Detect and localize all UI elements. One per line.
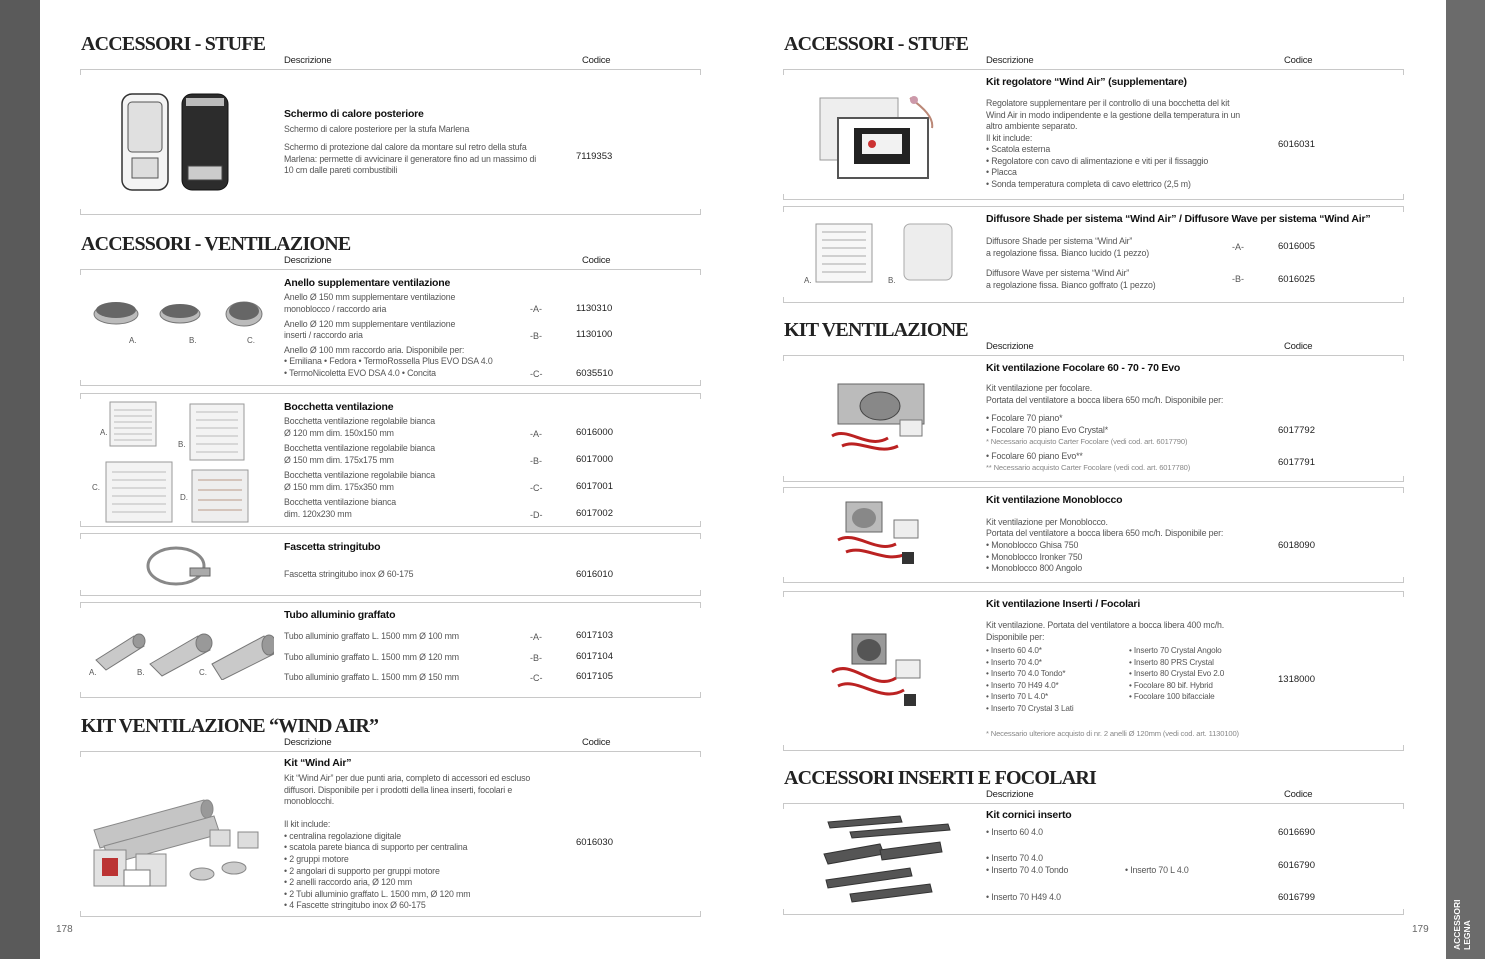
aluminium-pipe-images bbox=[94, 630, 274, 680]
variant-desc: Diffusore Wave per sistema “Wind Air” bbox=[986, 268, 1130, 278]
product-code: 6016690 bbox=[1278, 827, 1315, 838]
variant-desc: a regolazione fissa. Bianco goffrato (1 pezzo) bbox=[986, 280, 1156, 290]
product-code: 6016010 bbox=[576, 569, 613, 580]
variant-label: -C- bbox=[530, 369, 543, 379]
variant-letter: A. bbox=[129, 336, 137, 345]
kit-item: • Inserto 70 H49 4.0* bbox=[986, 681, 1059, 690]
product-code: 6017000 bbox=[576, 454, 613, 465]
variant-label: -B- bbox=[530, 653, 542, 663]
section-title-windair: KIT VENTILAZIONE “WIND AIR” bbox=[81, 715, 379, 737]
kit-item: • Inserto 70 4.0* bbox=[986, 658, 1042, 667]
variant-desc: Tubo alluminio graffato L. 1500 mm Ø 100 mm bbox=[284, 631, 459, 641]
hose-clamp-image bbox=[140, 540, 215, 590]
page-number-left: 178 bbox=[56, 924, 73, 935]
variant-desc: • Inserto 70 4.0 Tondo bbox=[986, 865, 1069, 875]
col-header-descrizione: Descrizione bbox=[986, 341, 1034, 352]
product-desc-line: monoblocchi. bbox=[284, 796, 335, 806]
focolare-kit-image bbox=[828, 376, 932, 456]
variant-desc: • Inserto 60 4.0 bbox=[986, 827, 1043, 837]
product-code: 6016000 bbox=[576, 427, 613, 438]
kit-item: • Focolare 100 bifacciale bbox=[1129, 692, 1215, 701]
section-title-ventilazione: ACCESSORI - VENTILAZIONE bbox=[81, 233, 351, 255]
variant-label: -B- bbox=[1232, 274, 1244, 284]
product-desc-line: Kit ventilazione per focolare. bbox=[986, 383, 1093, 393]
col-header-descrizione: Descrizione bbox=[284, 255, 332, 266]
col-header-codice: Codice bbox=[582, 255, 611, 266]
variant-letter: C. bbox=[247, 336, 255, 345]
product-code: 1318000 bbox=[1278, 674, 1315, 685]
product-code: 6035510 bbox=[576, 368, 613, 379]
wind-air-regulator-image bbox=[814, 88, 954, 188]
side-tab bbox=[1446, 0, 1485, 959]
section-title-kit-ventilazione: KIT VENTILAZIONE bbox=[784, 319, 968, 341]
product-desc-line: Marlena: permette di avvicinare il generatore fino ad un massimo di bbox=[284, 154, 537, 164]
kit-item: • Inserto 80 Crystal Evo 2.0 bbox=[1129, 669, 1225, 678]
variant-letter: A. bbox=[89, 668, 97, 677]
product-title: Schermo di calore posteriore bbox=[284, 108, 424, 120]
variant-letter: B. bbox=[888, 276, 896, 285]
product-code: 1130100 bbox=[576, 329, 613, 340]
product-title: Kit regolatore “Wind Air” (supplementare) bbox=[986, 76, 1187, 88]
variant-desc: Ø 150 mm dim. 175x175 mm bbox=[284, 455, 394, 465]
variant-label: -D- bbox=[530, 510, 543, 520]
variant-desc: Anello Ø 100 mm raccordo aria. Disponibile per: bbox=[284, 345, 465, 355]
product-code: 6016005 bbox=[1278, 241, 1315, 252]
product-code: 6016030 bbox=[576, 837, 613, 848]
product-code: 6017001 bbox=[576, 481, 613, 492]
variant-desc: Ø 150 mm dim. 175x350 mm bbox=[284, 482, 394, 492]
product-desc-line: 10 cm dalle pareti combustibili bbox=[284, 165, 398, 175]
product-code: 6017792 bbox=[1278, 425, 1315, 436]
variant-desc: • Inserto 70 H49 4.0 bbox=[986, 892, 1061, 902]
variant-letter: C. bbox=[199, 668, 207, 677]
variant-label: -A- bbox=[530, 632, 542, 642]
vent-grille-images bbox=[104, 400, 254, 528]
kit-item: • Focolare 80 bif. Hybrid bbox=[1129, 681, 1213, 690]
variant-desc: Ø 120 mm dim. 150x150 mm bbox=[284, 428, 394, 438]
variant-desc: Diffusore Shade per sistema “Wind Air” bbox=[986, 236, 1133, 246]
kit-item: • Focolare 70 piano Evo Crystal* bbox=[986, 425, 1108, 435]
variant-desc: • TermoNicoletta EVO DSA 4.0 • Concita bbox=[284, 368, 436, 378]
product-title: Kit cornici inserto bbox=[986, 809, 1072, 821]
col-header-descrizione: Descrizione bbox=[986, 55, 1034, 66]
product-desc-line: Il kit include: bbox=[284, 819, 331, 829]
footnote: * Necessario ulteriore acquisto di nr. 2 anelli Ø 120mm (vedi cod. art. 1130100) bbox=[986, 729, 1239, 738]
product-desc-line: diffusori. Disponibile per i prodotti della linea inserti, focolari e bbox=[284, 785, 513, 795]
product-desc-line: Wind Air in modo indipendente e la gestione della temperatura in un bbox=[986, 110, 1241, 120]
kit-item: • Placca bbox=[986, 167, 1017, 177]
kit-item: • Focolare 60 piano Evo** bbox=[986, 451, 1083, 461]
product-code: 6016799 bbox=[1278, 892, 1315, 903]
product-desc-line: Schermo di protezione dal calore da montare sul retro della stufa bbox=[284, 142, 527, 152]
variant-desc: Anello Ø 150 mm supplementare ventilazione bbox=[284, 292, 456, 302]
footnote: * Necessario acquisto Carter Focolare (vedi cod. art. 6017790) bbox=[986, 437, 1188, 446]
inserti-kit-image bbox=[830, 628, 930, 710]
col-header-codice: Codice bbox=[582, 737, 611, 748]
variant-desc: Bocchetta ventilazione regolabile bianca bbox=[284, 470, 435, 480]
product-title: Kit “Wind Air” bbox=[284, 757, 352, 769]
variant-desc: Tubo alluminio graffato L. 1500 mm Ø 150 mm bbox=[284, 672, 459, 682]
kit-item: • 2 anelli raccordo aria, Ø 120 mm bbox=[284, 877, 413, 887]
product-desc-line: Fascetta stringitubo inox Ø 60-175 bbox=[284, 569, 414, 579]
insert-frame-strips-image bbox=[820, 814, 955, 906]
col-header-codice: Codice bbox=[1284, 789, 1313, 800]
variant-desc: monoblocco / raccordo aria bbox=[284, 304, 387, 314]
product-code: 6017791 bbox=[1278, 457, 1315, 468]
ring-images bbox=[88, 292, 273, 334]
kit-item: • Regolatore con cavo di alimentazione e viti per il fissaggio bbox=[986, 156, 1209, 166]
variant-letter: B. bbox=[189, 336, 197, 345]
col-header-descrizione: Descrizione bbox=[284, 55, 332, 66]
variant-letter: A. bbox=[804, 276, 812, 285]
variant-desc: Bocchetta ventilazione bianca bbox=[284, 497, 397, 507]
product-title: Diffusore Shade per sistema “Wind Air” / Diffusore Wave per sistema “Wind Air” bbox=[986, 213, 1371, 225]
footnote: ** Necessario acquisto Carter Focolare (vedi cod. art. 6017780) bbox=[986, 463, 1191, 472]
kit-item: • Inserto 60 4.0* bbox=[986, 646, 1042, 655]
variant-desc: a regolazione fissa. Bianco lucido (1 pezzo) bbox=[986, 248, 1150, 258]
variant-label: -A- bbox=[530, 429, 542, 439]
col-header-codice: Codice bbox=[1284, 55, 1313, 66]
variant-label: -A- bbox=[530, 304, 542, 314]
variant-label: -B- bbox=[530, 456, 542, 466]
kit-item: • 2 gruppi motore bbox=[284, 854, 349, 864]
diffuser-images bbox=[800, 218, 960, 290]
variant-letter: D. bbox=[180, 493, 188, 502]
kit-item: • Scatola esterna bbox=[986, 144, 1051, 154]
kit-item: • Focolare 70 piano* bbox=[986, 413, 1063, 423]
variant-label: -A- bbox=[1232, 242, 1244, 252]
product-title: Kit ventilazione Focolare 60 - 70 - 70 Evo bbox=[986, 362, 1181, 374]
product-subtitle: Schermo di calore posteriore per la stufa Marlena bbox=[284, 124, 470, 134]
section-title-stufe-right: ACCESSORI - STUFE bbox=[784, 33, 969, 55]
variant-label: -C- bbox=[530, 673, 543, 683]
product-code: 6016031 bbox=[1278, 139, 1315, 150]
product-desc-line: Il kit include: bbox=[986, 133, 1033, 143]
variant-letter: B. bbox=[178, 440, 186, 449]
variant-desc: inserti / raccordo aria bbox=[284, 330, 363, 340]
product-desc-line: Kit “Wind Air” per due punti aria, completo di accessori ed escluso bbox=[284, 773, 531, 783]
product-code: 6017002 bbox=[576, 508, 613, 519]
product-code: 1130310 bbox=[576, 303, 613, 314]
col-header-descrizione: Descrizione bbox=[284, 737, 332, 748]
product-title: Anello supplementare ventilazione bbox=[284, 277, 451, 289]
stove-heat-shield-image bbox=[114, 88, 234, 198]
kit-item: • centralina regolazione digitale bbox=[284, 831, 401, 841]
kit-item: • scatola parete bianca di supporto per centralina bbox=[284, 842, 468, 852]
product-title: Kit ventilazione Inserti / Focolari bbox=[986, 598, 1141, 610]
product-title: Tubo alluminio graffato bbox=[284, 609, 396, 621]
variant-desc: Bocchetta ventilazione regolabile bianca bbox=[284, 416, 435, 426]
product-code: 7119353 bbox=[576, 151, 613, 162]
product-code: 6016025 bbox=[1278, 274, 1315, 285]
variant-letter: C. bbox=[92, 483, 100, 492]
product-code: 6017105 bbox=[576, 671, 613, 682]
kit-item: • Inserto 70 Crystal 3 Lati bbox=[986, 704, 1074, 713]
kit-item: • Inserto 70 L 4.0* bbox=[986, 692, 1049, 701]
page-number-right: 179 bbox=[1412, 924, 1429, 935]
kit-item: • Monoblocco Ghisa 750 bbox=[986, 540, 1079, 550]
product-desc-line: Kit ventilazione. Portata del ventilatore a bocca libera 400 mc/h. bbox=[986, 620, 1225, 630]
product-title: Bocchetta ventilazione bbox=[284, 401, 394, 413]
kit-item: • 4 Fascette stringitubo inox Ø 60-175 bbox=[284, 900, 426, 910]
variant-desc: • Inserto 70 4.0 bbox=[986, 853, 1043, 863]
product-desc-line: Portata del ventilatore a bocca libera 650 mc/h. Disponibile per: bbox=[986, 395, 1224, 405]
kit-item: • Monoblocco 800 Angolo bbox=[986, 563, 1082, 573]
kit-item: • 2 Tubi alluminio graffato L. 1500 mm, Ø 120 mm bbox=[284, 889, 471, 899]
product-code: 6018090 bbox=[1278, 540, 1315, 551]
kit-item: • Inserto 70 Crystal Angolo bbox=[1129, 646, 1222, 655]
kit-item: • 2 angolari di supporto per gruppi motore bbox=[284, 866, 440, 876]
kit-item: • Inserto 80 PRS Crystal bbox=[1129, 658, 1214, 667]
product-desc-line: Disponibile per: bbox=[986, 632, 1045, 642]
side-tab-label: ACCESSORI LEGNA bbox=[1452, 899, 1472, 950]
variant-label: -B- bbox=[530, 331, 542, 341]
variant-letter: A. bbox=[100, 428, 108, 437]
col-header-codice: Codice bbox=[582, 55, 611, 66]
variant-desc: dim. 120x230 mm bbox=[284, 509, 352, 519]
variant-desc: Anello Ø 120 mm supplementare ventilazione bbox=[284, 319, 456, 329]
variant-desc: Bocchetta ventilazione regolabile bianca bbox=[284, 443, 435, 453]
product-title: Fascetta stringitubo bbox=[284, 541, 381, 553]
variant-desc: • Inserto 70 L 4.0 bbox=[1125, 865, 1189, 875]
section-title-inserti-focolari: ACCESSORI INSERTI E FOCOLARI bbox=[784, 767, 1096, 789]
monoblocco-kit-image bbox=[836, 494, 932, 568]
product-desc-line: Kit ventilazione per Monoblocco. bbox=[986, 517, 1108, 527]
variant-label: -C- bbox=[530, 483, 543, 493]
wind-air-kit-image bbox=[84, 790, 274, 900]
product-desc-line: Portata del ventilatore a bocca libera 650 mc/h. Disponibile per: bbox=[986, 528, 1224, 538]
product-desc-line: Regolatore supplementare per il controllo di una bocchetta del kit bbox=[986, 98, 1230, 108]
product-code: 6017104 bbox=[576, 651, 613, 662]
variant-desc: • Emiliana • Fedora • TermoRossella Plus EVO DSA 4.0 bbox=[284, 356, 493, 366]
product-code: 6016790 bbox=[1278, 860, 1315, 871]
kit-item: • Sonda temperatura completa di cavo elettrico (2,5 m) bbox=[986, 179, 1191, 189]
variant-desc: Tubo alluminio graffato L. 1500 mm Ø 120 mm bbox=[284, 652, 459, 662]
col-header-descrizione: Descrizione bbox=[986, 789, 1034, 800]
product-code: 6017103 bbox=[576, 630, 613, 641]
product-desc-line: altro ambiente separato. bbox=[986, 121, 1078, 131]
kit-item: • Inserto 70 4.0 Tondo* bbox=[986, 669, 1066, 678]
variant-letter: B. bbox=[137, 668, 145, 677]
col-header-codice: Codice bbox=[1284, 341, 1313, 352]
kit-item: • Monoblocco Ironker 750 bbox=[986, 552, 1083, 562]
section-title-stufe-left: ACCESSORI - STUFE bbox=[81, 33, 266, 55]
product-title: Kit ventilazione Monoblocco bbox=[986, 494, 1123, 506]
